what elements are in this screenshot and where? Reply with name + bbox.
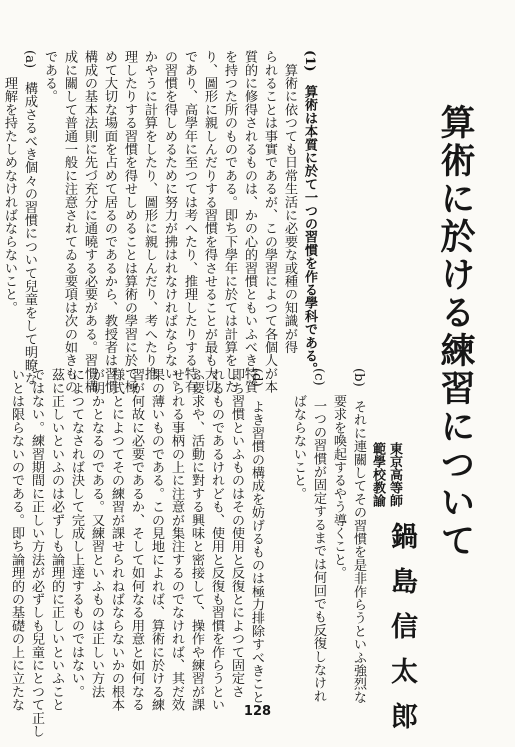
text-line: ふ要求や、活動に對する興味と密接して、操作や練習が課 xyxy=(189,368,204,712)
text-line: 習が何故に必要であるか、そして如何なる用意と如何なる xyxy=(129,368,144,712)
text-line: 理解を持たしめなければならないこと。 xyxy=(2,50,17,314)
text-line: によつてなされば決して完成し上達するものではない。 xyxy=(69,368,84,698)
upper-body-text xyxy=(0,50,319,394)
list-item-d: (d) よき習慣の構成を妨げるものは極力排除すべきこと xyxy=(249,368,264,704)
text-line: であり、高學年に至つては考へたり、推理したりする特有 xyxy=(182,50,197,394)
text-line: いとは限らないのである。即ち論理的の基礎の上に立たな xyxy=(9,368,24,712)
text-line: 即ち習慣といふものはその使用と反復とによつて固定さ xyxy=(229,368,244,698)
author-name: 鍋島信太郎 xyxy=(386,522,417,747)
text-line: れるものであるけれども、使用と反復も習慣を作らうとい xyxy=(209,368,224,712)
text-line: めて大切な場面を占めて居るのであるから、教授者は習慣 xyxy=(102,50,117,394)
text-line: 成に關して普通一般に注意されてゐる要項は次の如きもの xyxy=(62,50,77,394)
text-line: かやうに計算をしたり、圖形に親しんだり、考へたり推 xyxy=(142,50,157,380)
text-line: られることは事實であるが、この學習によつて各個人が本 xyxy=(262,50,277,394)
text-line: を持つた所のものである。即ち下學年に於ては計算をした xyxy=(222,50,237,394)
text-line: 要求を喚起するやう導くこと。 xyxy=(331,368,346,580)
text-line: 質的に修得されるものは、かの心的習慣ともいふべき特質 xyxy=(242,50,257,394)
lower-right-text xyxy=(288,368,368,704)
text-line: 様式とによつてその練習が課せられねばならないかの根本 xyxy=(109,368,124,712)
text-line: 構成の基本法則に先づ充分に通曉する必要がある。習慣構 xyxy=(82,50,97,394)
affiliation-line: 範學校教諭 xyxy=(370,442,385,507)
list-item-a: (a) 構成さるべき個々の習慣について兒童をして明瞭な xyxy=(22,50,37,385)
text-line: の習慣を得しめるために努力が拂はれなければならない。 xyxy=(162,50,177,394)
text-line: 算術に依つても日常生活に必要な或種の知識が得 xyxy=(282,50,297,354)
affiliation-line: 東京高等師 xyxy=(387,442,402,507)
text-line: 理したりする習慣を得せしめることは算術の學習に於て極 xyxy=(122,50,137,394)
text-line: である。 xyxy=(42,50,57,103)
text-line: 果の薄いものである。この見地によれば、算術に於ける練 xyxy=(149,368,164,712)
list-item-c: (c) 一つの習慣が固定するまでは何回でも反復しなけれ xyxy=(311,368,326,703)
list-item-b: (b) それに連關してその習慣を是非作らうといふ強烈な xyxy=(351,368,366,704)
section-heading: (1) 算術は本質に於て一つの習慣を作る學科である。 xyxy=(302,50,317,376)
text-line: り、圖形に親しんだりする習慣を得させることが最も大切 xyxy=(202,50,217,394)
article-title: 算術に於ける練習について xyxy=(435,104,476,560)
text-line: が明かとなるのである。又練習といふものは正しい方法 xyxy=(89,368,104,698)
page-number: 128 xyxy=(243,704,272,719)
author-affiliation xyxy=(369,442,403,512)
text-line: せられる事柄の上に注意が集注するのでなければ、其だ效 xyxy=(169,368,184,712)
text-line: 茲に正しいといふのは必ずしも論理的に正しいといふこと xyxy=(49,368,64,712)
text-line: ばならないこと。 xyxy=(291,368,306,500)
text-line: ではない。練習期間に正しい方法が必ずしも兒童にとつて正し xyxy=(29,368,44,738)
